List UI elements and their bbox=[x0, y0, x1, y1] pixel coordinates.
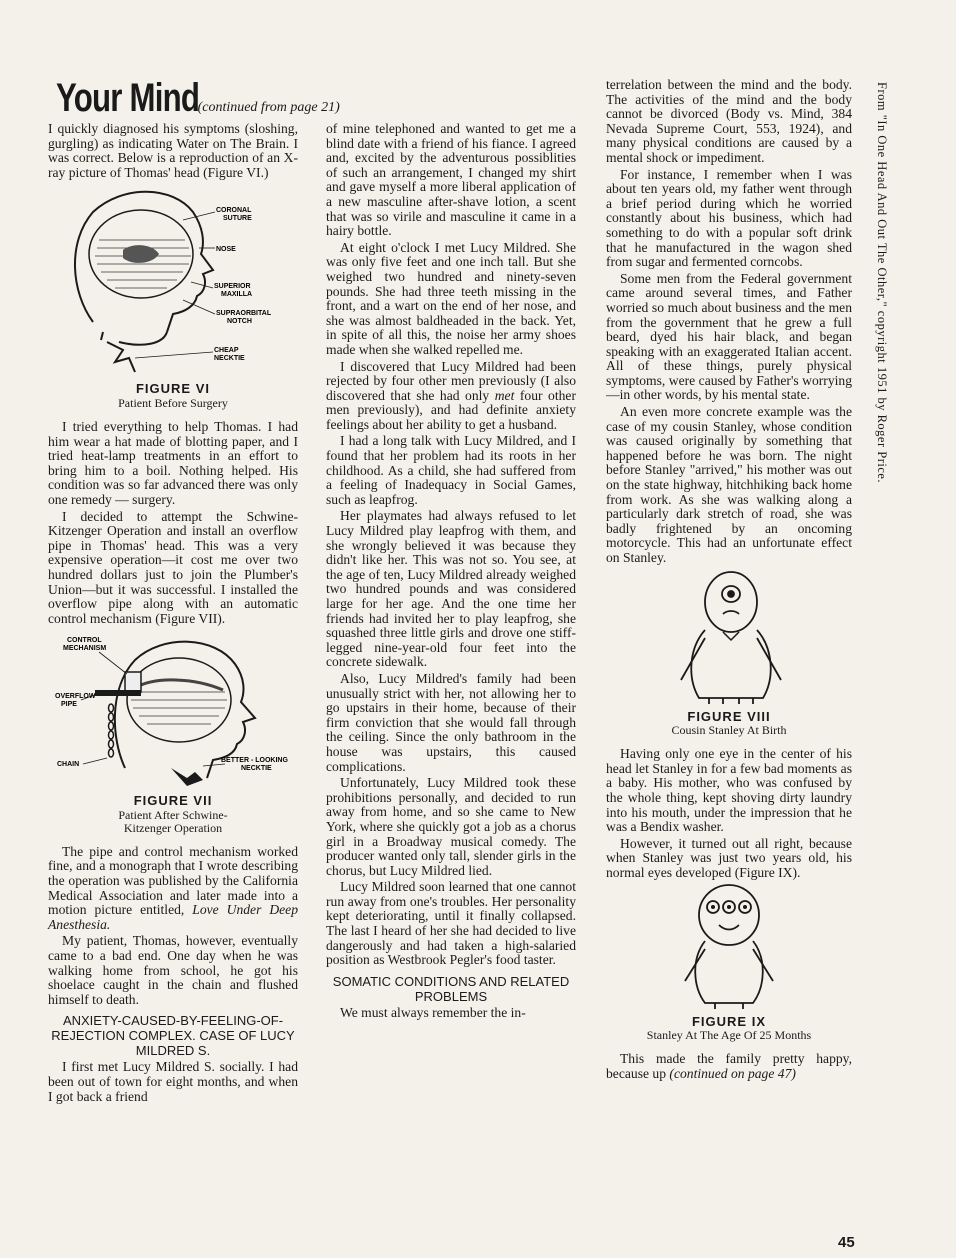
svg-text:PIPE: PIPE bbox=[61, 701, 77, 709]
paragraph: of mine telephoned and wanted to get me a blind date with a friend of his fiance. I agreed and, excited by the adventurous possiblities of such an arrangement, I changed my shirt and gave myself a more liberal application of a new masculine after-shave lotion, a scent that was so virile and masculine it came in a hairy bottle. bbox=[326, 121, 576, 239]
continued-note: (continued from page 21) bbox=[197, 100, 340, 115]
svg-text:MECHANISM: MECHANISM bbox=[63, 645, 107, 653]
paragraph: Her playmates had always refused to let Lucy Mildred play leapfrog with them, and she wrongly believed it was because they didn't like her. This was not so. You see, at the age of ten, Lucy Mildred already weighed two hundred pounds and was considered large for her age. And the one time her friends had invited her to play leapfrog, she squashed three little girls and drove one stiff-legged nine-year-old four feet into the concrete sidewalk. bbox=[326, 508, 576, 670]
figure-ix-caption: FIGURE IX Stanley At The Age Of 25 Months bbox=[646, 1013, 812, 1043]
paragraph: Having only one eye in the center of his head let Stanley in for a few bad moments as a baby. His mother, who was confused by the whole thing, kept shoving dirty laundry into his mouth, under the impression that he was a Bendix washer. bbox=[606, 746, 852, 835]
side-credit: From "In One Head And Out The Other," copyright 1951 by Roger Price. bbox=[875, 82, 889, 484]
figure-ix-toddler-three-eyes bbox=[669, 883, 789, 1011]
figure-viii-caption: FIGURE VIII Cousin Stanley At Birth bbox=[671, 708, 787, 738]
paragraph: This made the family pretty happy, because up (continued on page 47) bbox=[606, 1051, 852, 1081]
paragraph: I first met Lucy Mildred S. socially. I had been out of town for eight months, and when I got back a friend bbox=[48, 1059, 298, 1104]
figure-viii-baby-one-eye bbox=[659, 568, 799, 706]
paragraph: Some men from the Federal government came around several times, and Father worried so much about business and the men from the government that he grew a full beard, dyed his hair black, and began speaking with an exaggerated Italian accent. All of these things, purely physical symptoms, were caused by Father's worrying—in other words, by his mental state. bbox=[606, 270, 852, 403]
paragraph: An even more concrete example was the case of my cousin Stanley, whose condition was caused originally by something that happened before he was born. The night before Stanley "arrived," his mother was out on the state highway, hitchhiking back home from work. As she was walking along a particularly dark stretch of road, she was badly frightened by an oncoming motorcycle. This had an unfortunate effect on Stanley. bbox=[606, 404, 852, 565]
label-superior-maxilla: SUPERIOR bbox=[214, 283, 251, 291]
svg-text:SUTURE: SUTURE bbox=[223, 215, 252, 223]
paragraph: My patient, Thomas, however, eventually came to a bad end. One day when he was walking home from school, he got his shoelace caught in the chain and flushed himself to death. bbox=[48, 933, 298, 1007]
label-control-mechanism: CONTROL bbox=[67, 637, 102, 645]
label-better-looking-necktie: BETTER - LOOKING bbox=[221, 757, 288, 765]
paragraph: We must always remember the in- bbox=[340, 1004, 526, 1020]
page-number: 45 bbox=[838, 1234, 855, 1251]
paragraph: I had a long talk with Lucy Mildred, and I found that her problem had its roots in her childhood. As a child, she had suffered from a feeling of Inadequacy in Social Games, such as leapfrog. bbox=[326, 433, 576, 507]
article-title: Your Mind bbox=[56, 76, 200, 120]
label-chain: CHAIN bbox=[57, 761, 80, 769]
svg-text:NECKTIE: NECKTIE bbox=[214, 355, 245, 363]
paragraph: I decided to attempt the Schwine-Kitzenger Operation and install an overflow pipe in Thomas' head. This was a very expensive operation—it cost me over two hundred dollars just to join the Plumber's Union—but it was successful. I installed the overflow pipe along with an automatic control mechanism (Figure VII). bbox=[48, 508, 298, 626]
paragraph: Unfortunately, Lucy Mildred took these prohibitions personally, and decided to run away from home, and so she came to New York, where she quickly got a job as a chorus girl in a Broadway musical comedy. The producer wanted only tall, slender girls in the chorus, but Lucy Mildred lied. bbox=[326, 775, 576, 878]
article-header bbox=[56, 78, 340, 118]
section-heading: ANXIETY-CAUSED-BY-FEELING-OF-REJECTION COMPLEX. CASE OF LUCY MILDRED S. bbox=[51, 1013, 295, 1059]
paragraph: I discovered that Lucy Mildred had been rejected by four other men previously (I also discovered that she had only met four other men previously), and had definite anxiety feelings about her ability to get a husband. bbox=[326, 358, 576, 432]
label-nose: NOSE bbox=[216, 246, 236, 254]
label-supraorbital-notch: SUPRAORBITAL bbox=[216, 310, 272, 318]
paragraph: The pipe and control mechanism worked fine, and a monograph that I wrote describing the operation was published by the California Medical Association and later made into a motion picture entitled, Love Under Deep Anesthesia. bbox=[48, 843, 298, 932]
figure-vii-pipe-head bbox=[55, 628, 291, 790]
column-3 bbox=[606, 78, 852, 1083]
svg-text:NOTCH: NOTCH bbox=[227, 318, 252, 326]
figure-vii-caption: FIGURE VII Patient After Schwine- Kitzenger Operation bbox=[118, 793, 228, 835]
paragraph: Lucy Mildred soon learned that one cannot run away from one's troubles. Her personality kept deteriorating, until it finally collapsed. The last I heard of her she had decided to live dangerously and had taken a high-salaried position as Westbrook Pegler's food taster. bbox=[326, 879, 576, 968]
figure-vi-xray-head bbox=[63, 182, 283, 378]
paragraph: terrelation between the mind and the body. The activities of the mind and the body cannot be divorced (Body vs. Mind, 384 Nevada Supreme Court, 553, 1924), and many physical conditions are caused by a mental shock or impediment. bbox=[606, 77, 852, 165]
paragraph: At eight o'clock I met Lucy Mildred. She was only five feet and one inch tall. But she weighed two hundred and ninety-seven pounds. She had three teeth missing in the front, and a wart on the end of her nose, and she was almost baldheaded in the back. Yet, in spite of all this, the noise her army shoes made when she walked repelled me. bbox=[326, 239, 576, 357]
label-coronal-suture: CORONAL bbox=[216, 207, 252, 215]
column-2 bbox=[326, 122, 576, 1022]
svg-text:NECKTIE: NECKTIE bbox=[241, 765, 272, 773]
section-heading: SOMATIC CONDITIONS AND RELATED PROBLEMS bbox=[332, 973, 570, 1004]
column-1 bbox=[48, 122, 298, 1106]
paragraph: I quickly diagnosed his symptoms (sloshing, gurgling) as indicating Water on The Brain. I was correct. Below is a reproduction of an X-ray picture of Thomas' head (Figure VI.) bbox=[48, 121, 298, 180]
paragraph: For instance, I remember when I was about ten years old, my father went through a brief period during which he worried constantly about his business, which had something to do with a popular soft drink that he manufactured in the wagon shed from sugar and fermented corncobs. bbox=[606, 166, 852, 270]
paragraph: However, it turned out all right, because when Stanley was just two years old, his normal eyes developed (Figure IX). bbox=[606, 835, 852, 880]
label-overflow-pipe: OVERFLOW bbox=[55, 693, 96, 701]
paragraph: I tried everything to help Thomas. I had him wear a hat made of blotting paper, and I tried heat-lamp treatments in an effort to bring him to a boil. Nothing helped. His condition was so far advanced there was only one remedy — surgery. bbox=[48, 418, 298, 507]
svg-text:MAXILLA: MAXILLA bbox=[221, 291, 253, 299]
paragraph: Also, Lucy Mildred's family had been unusually strict with her, not allowing her to go upstairs in their home, because of their firm conviction that she would fall through the ceiling. Since the only bathroom in the house was upstairs, this caused complications. bbox=[326, 670, 576, 774]
label-cheap-necktie: CHEAP bbox=[214, 347, 239, 355]
figure-vi-caption: FIGURE VI Patient Before Surgery bbox=[118, 381, 228, 410]
